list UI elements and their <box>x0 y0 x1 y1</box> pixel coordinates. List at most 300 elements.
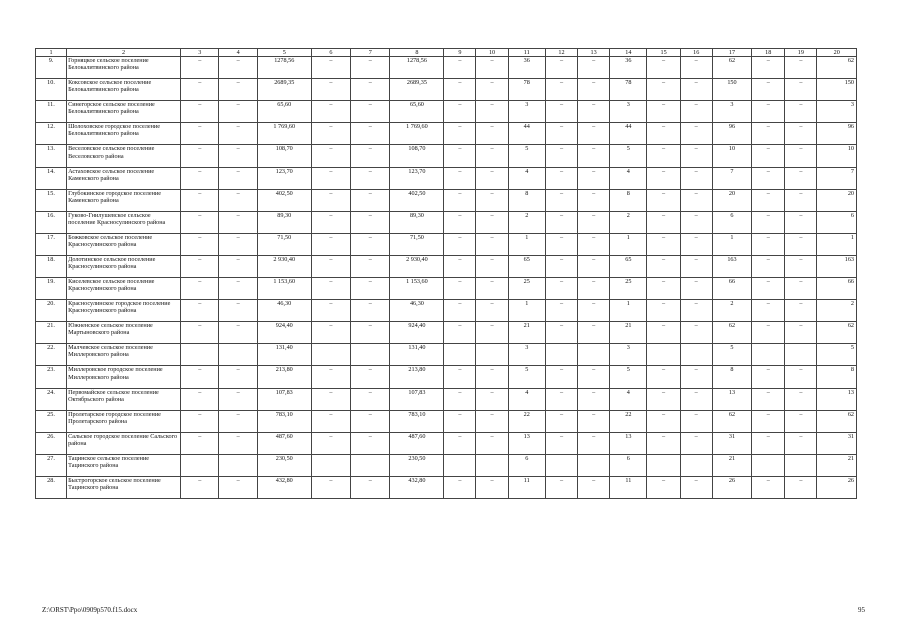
value-cell: – <box>311 145 350 167</box>
value-cell: – <box>545 255 577 277</box>
value-cell: 8 <box>508 189 545 211</box>
value-cell: 2 <box>817 300 857 322</box>
value-cell: – <box>752 388 785 410</box>
value-cell: – <box>680 432 712 454</box>
value-cell: – <box>785 366 817 388</box>
value-cell: – <box>476 366 508 388</box>
value-cell: 3 <box>817 101 857 123</box>
value-cell: 31 <box>817 432 857 454</box>
settlement-name-cell: Южненское сельское поселение Мартыновского района <box>67 322 181 344</box>
value-cell: 924,40 <box>257 322 311 344</box>
value-cell: – <box>647 233 680 255</box>
value-cell: – <box>545 388 577 410</box>
value-cell: – <box>351 300 390 322</box>
value-cell <box>444 344 476 366</box>
value-cell <box>311 344 350 366</box>
value-cell: 66 <box>712 278 751 300</box>
value-cell: 25 <box>610 278 647 300</box>
settlement-name-cell: Глубокинское городское поселение Каменского района <box>67 189 181 211</box>
value-cell: 432,80 <box>390 476 444 498</box>
value-cell: – <box>680 79 712 101</box>
value-cell: – <box>545 410 577 432</box>
value-cell: – <box>578 300 610 322</box>
value-cell: 2 <box>508 211 545 233</box>
value-cell: – <box>219 410 257 432</box>
value-cell: – <box>311 432 350 454</box>
value-cell: 213,80 <box>257 366 311 388</box>
column-number-cell: 5 <box>257 49 311 57</box>
settlement-name-cell: Тацинское сельское поселение Тацинского района <box>67 454 181 476</box>
table-row <box>36 57 857 79</box>
value-cell: – <box>785 145 817 167</box>
value-cell: 3 <box>610 101 647 123</box>
value-cell: – <box>219 233 257 255</box>
value-cell: – <box>680 388 712 410</box>
settlement-name-cell: Красносулинское городское поселение Красносулинского района <box>67 300 181 322</box>
value-cell: – <box>311 410 350 432</box>
value-cell: 4 <box>508 167 545 189</box>
value-cell: – <box>181 366 219 388</box>
value-cell: – <box>476 167 508 189</box>
value-cell: – <box>476 410 508 432</box>
value-cell: – <box>444 145 476 167</box>
column-number-cell: 18 <box>752 49 785 57</box>
row-number-cell: 19. <box>36 278 67 300</box>
value-cell: – <box>444 366 476 388</box>
value-cell: 783,10 <box>257 410 311 432</box>
data-table <box>35 48 857 499</box>
value-cell: 131,40 <box>390 344 444 366</box>
value-cell: – <box>647 366 680 388</box>
value-cell: 62 <box>817 57 857 79</box>
value-cell: 8 <box>610 189 647 211</box>
value-cell: 2689,35 <box>257 79 311 101</box>
value-cell <box>181 454 219 476</box>
value-cell: 62 <box>712 57 751 79</box>
value-cell: 1 <box>508 233 545 255</box>
table-row <box>36 322 857 344</box>
value-cell <box>680 344 712 366</box>
value-cell: – <box>444 101 476 123</box>
value-cell: 487,60 <box>257 432 311 454</box>
value-cell: – <box>351 79 390 101</box>
value-cell: – <box>311 233 350 255</box>
value-cell: 3 <box>712 101 751 123</box>
value-cell: – <box>545 101 577 123</box>
value-cell: 65 <box>610 255 647 277</box>
column-number-cell: 20 <box>817 49 857 57</box>
value-cell: 46,30 <box>390 300 444 322</box>
value-cell: 230,50 <box>257 454 311 476</box>
value-cell: – <box>578 145 610 167</box>
value-cell: 10 <box>817 145 857 167</box>
value-cell: 13 <box>508 432 545 454</box>
value-cell: – <box>476 233 508 255</box>
value-cell: 3 <box>508 101 545 123</box>
column-number-cell: 8 <box>390 49 444 57</box>
value-cell: 6 <box>817 211 857 233</box>
value-cell: – <box>578 57 610 79</box>
settlement-name-cell: Долотинское сельское поселение Красносулинского района <box>67 255 181 277</box>
value-cell: – <box>647 189 680 211</box>
settlement-name-cell: Горняцкое сельское поселение Белокалитвинского района <box>67 57 181 79</box>
row-number-cell: 18. <box>36 255 67 277</box>
value-cell: – <box>752 211 785 233</box>
value-cell: 44 <box>610 123 647 145</box>
value-cell: 11 <box>610 476 647 498</box>
column-number-cell: 3 <box>181 49 219 57</box>
value-cell: – <box>578 189 610 211</box>
value-cell: 1 769,60 <box>390 123 444 145</box>
value-cell: – <box>219 278 257 300</box>
value-cell: 44 <box>508 123 545 145</box>
value-cell: – <box>647 388 680 410</box>
row-number-cell: 15. <box>36 189 67 211</box>
value-cell: – <box>680 189 712 211</box>
value-cell: – <box>181 278 219 300</box>
value-cell: 5 <box>610 366 647 388</box>
value-cell: 6 <box>508 454 545 476</box>
settlement-name-cell: Малчевское сельское поселение Миллеровского района <box>67 344 181 366</box>
value-cell: – <box>752 278 785 300</box>
value-cell: – <box>578 101 610 123</box>
table-header-row <box>36 49 857 57</box>
value-cell: – <box>647 410 680 432</box>
value-cell: – <box>181 233 219 255</box>
value-cell: – <box>647 255 680 277</box>
value-cell: – <box>647 211 680 233</box>
value-cell: – <box>351 211 390 233</box>
value-cell: 13 <box>817 388 857 410</box>
value-cell: – <box>680 233 712 255</box>
value-cell: – <box>351 233 390 255</box>
value-cell: – <box>311 322 350 344</box>
value-cell: – <box>476 101 508 123</box>
value-cell: 36 <box>508 57 545 79</box>
table-row <box>36 432 857 454</box>
value-cell: – <box>311 476 350 498</box>
value-cell: – <box>351 189 390 211</box>
value-cell: – <box>219 476 257 498</box>
value-cell: 22 <box>508 410 545 432</box>
value-cell: 66 <box>817 278 857 300</box>
value-cell: – <box>444 79 476 101</box>
settlement-name-cell: Миллеровское городское поселение Миллеровского района <box>67 366 181 388</box>
value-cell: – <box>219 366 257 388</box>
value-cell: – <box>219 167 257 189</box>
value-cell: 432,80 <box>257 476 311 498</box>
value-cell: – <box>311 211 350 233</box>
value-cell: – <box>680 123 712 145</box>
column-number-cell: 4 <box>219 49 257 57</box>
value-cell: 487,60 <box>390 432 444 454</box>
value-cell: – <box>545 167 577 189</box>
table-row <box>36 123 857 145</box>
value-cell: – <box>578 255 610 277</box>
value-cell: – <box>311 189 350 211</box>
value-cell: – <box>181 388 219 410</box>
value-cell: 1278,56 <box>257 57 311 79</box>
column-number-cell: 14 <box>610 49 647 57</box>
value-cell: – <box>752 366 785 388</box>
value-cell: – <box>578 410 610 432</box>
value-cell: – <box>444 123 476 145</box>
value-cell <box>219 344 257 366</box>
value-cell: – <box>219 101 257 123</box>
value-cell: – <box>181 123 219 145</box>
value-cell: – <box>785 57 817 79</box>
value-cell: 62 <box>817 322 857 344</box>
value-cell: – <box>351 322 390 344</box>
value-cell: 1 <box>817 233 857 255</box>
settlement-name-cell: Астаховское сельское поселение Каменского района <box>67 167 181 189</box>
settlement-name-cell: Сальское городское поселение Сальского района <box>67 432 181 454</box>
value-cell: – <box>219 388 257 410</box>
value-cell: 21 <box>508 322 545 344</box>
value-cell <box>578 344 610 366</box>
value-cell: – <box>545 278 577 300</box>
value-cell: – <box>181 255 219 277</box>
value-cell: – <box>545 300 577 322</box>
value-cell: 21 <box>610 322 647 344</box>
value-cell: – <box>351 101 390 123</box>
value-cell: – <box>181 410 219 432</box>
value-cell: – <box>444 211 476 233</box>
value-cell: 4 <box>508 388 545 410</box>
value-cell: – <box>476 432 508 454</box>
row-number-cell: 21. <box>36 322 67 344</box>
column-number-cell: 17 <box>712 49 751 57</box>
value-cell: 71,50 <box>257 233 311 255</box>
value-cell: – <box>351 123 390 145</box>
value-cell: – <box>785 123 817 145</box>
row-number-cell: 24. <box>36 388 67 410</box>
value-cell: – <box>311 79 350 101</box>
footer-page-number: 95 <box>858 606 865 614</box>
value-cell: – <box>785 432 817 454</box>
value-cell: – <box>444 410 476 432</box>
value-cell: 402,50 <box>257 189 311 211</box>
row-number-cell: 27. <box>36 454 67 476</box>
value-cell <box>181 344 219 366</box>
value-cell: 4 <box>610 167 647 189</box>
value-cell <box>351 454 390 476</box>
value-cell: – <box>351 432 390 454</box>
value-cell: 107,83 <box>390 388 444 410</box>
value-cell: 78 <box>610 79 647 101</box>
value-cell: – <box>311 300 350 322</box>
row-number-cell: 11. <box>36 101 67 123</box>
value-cell: – <box>311 101 350 123</box>
value-cell: – <box>219 211 257 233</box>
value-cell: – <box>647 432 680 454</box>
value-cell: – <box>545 57 577 79</box>
value-cell <box>219 454 257 476</box>
row-number-cell: 28. <box>36 476 67 498</box>
value-cell: 8 <box>817 366 857 388</box>
value-cell: 10 <box>712 145 751 167</box>
row-number-cell: 26. <box>36 432 67 454</box>
value-cell: – <box>219 79 257 101</box>
column-number-cell: 11 <box>508 49 545 57</box>
row-number-cell: 9. <box>36 57 67 79</box>
value-cell: 62 <box>712 410 751 432</box>
row-number-cell: 10. <box>36 79 67 101</box>
value-cell: 1 <box>610 233 647 255</box>
value-cell: – <box>752 300 785 322</box>
value-cell: – <box>311 366 350 388</box>
value-cell: – <box>578 79 610 101</box>
value-cell: – <box>219 300 257 322</box>
settlement-name-cell: Синегорское сельское поселение Белокалитвинского района <box>67 101 181 123</box>
value-cell: – <box>219 123 257 145</box>
value-cell: – <box>647 145 680 167</box>
value-cell: 131,40 <box>257 344 311 366</box>
value-cell: – <box>444 233 476 255</box>
value-cell: – <box>444 255 476 277</box>
value-cell: 22 <box>610 410 647 432</box>
value-cell: 5 <box>508 145 545 167</box>
value-cell: – <box>785 388 817 410</box>
value-cell: 5 <box>508 366 545 388</box>
table-row <box>36 476 857 498</box>
value-cell: – <box>647 57 680 79</box>
value-cell: – <box>181 167 219 189</box>
value-cell: 8 <box>712 366 751 388</box>
value-cell: – <box>647 476 680 498</box>
value-cell: 13 <box>712 388 751 410</box>
value-cell: – <box>578 366 610 388</box>
value-cell: – <box>181 476 219 498</box>
value-cell: – <box>752 432 785 454</box>
value-cell: – <box>476 145 508 167</box>
value-cell: – <box>476 255 508 277</box>
value-cell: – <box>545 476 577 498</box>
value-cell: 62 <box>712 322 751 344</box>
value-cell: – <box>785 167 817 189</box>
value-cell: – <box>647 167 680 189</box>
value-cell: – <box>680 57 712 79</box>
value-cell: – <box>752 57 785 79</box>
value-cell: 89,30 <box>257 211 311 233</box>
value-cell: 123,70 <box>390 167 444 189</box>
value-cell: 25 <box>508 278 545 300</box>
value-cell: 163 <box>712 255 751 277</box>
value-cell: – <box>785 255 817 277</box>
value-cell: – <box>785 211 817 233</box>
value-cell: – <box>680 101 712 123</box>
value-cell: 1 <box>508 300 545 322</box>
value-cell: – <box>476 123 508 145</box>
value-cell: – <box>444 189 476 211</box>
value-cell: 108,70 <box>390 145 444 167</box>
value-cell: – <box>181 189 219 211</box>
value-cell: – <box>785 101 817 123</box>
value-cell <box>752 454 785 476</box>
value-cell: 1 <box>610 300 647 322</box>
value-cell: – <box>752 101 785 123</box>
value-cell: – <box>680 145 712 167</box>
value-cell: 78 <box>508 79 545 101</box>
value-cell: – <box>311 278 350 300</box>
value-cell: – <box>752 410 785 432</box>
settlement-name-cell: Шолоховское городское поселение Белокалитвинского района <box>67 123 181 145</box>
column-number-cell: 12 <box>545 49 577 57</box>
value-cell: – <box>545 211 577 233</box>
value-cell: – <box>476 79 508 101</box>
value-cell <box>351 344 390 366</box>
table-row <box>36 233 857 255</box>
value-cell <box>311 454 350 476</box>
value-cell: – <box>785 322 817 344</box>
value-cell: – <box>785 189 817 211</box>
value-cell: – <box>545 366 577 388</box>
table-row <box>36 189 857 211</box>
row-number-cell: 17. <box>36 233 67 255</box>
value-cell: – <box>578 211 610 233</box>
value-cell: – <box>444 57 476 79</box>
value-cell: – <box>578 322 610 344</box>
value-cell: 89,30 <box>390 211 444 233</box>
value-cell: – <box>578 233 610 255</box>
value-cell: – <box>476 322 508 344</box>
value-cell: – <box>752 79 785 101</box>
settlement-name-cell: Быстрогорское сельское поселение Тацинского района <box>67 476 181 498</box>
value-cell: – <box>647 278 680 300</box>
value-cell: – <box>444 167 476 189</box>
column-number-cell: 15 <box>647 49 680 57</box>
value-cell: – <box>444 322 476 344</box>
value-cell: 213,80 <box>390 366 444 388</box>
value-cell: – <box>680 410 712 432</box>
value-cell: – <box>351 145 390 167</box>
table-row <box>36 278 857 300</box>
value-cell <box>444 454 476 476</box>
value-cell: – <box>680 300 712 322</box>
value-cell: – <box>578 278 610 300</box>
settlement-name-cell: Первомайское сельское поселение Октябрьского района <box>67 388 181 410</box>
value-cell: – <box>181 300 219 322</box>
table-row <box>36 388 857 410</box>
value-cell <box>545 454 577 476</box>
value-cell <box>785 344 817 366</box>
value-cell: – <box>476 388 508 410</box>
value-cell: – <box>181 211 219 233</box>
value-cell: – <box>476 189 508 211</box>
value-cell: 1 <box>712 233 751 255</box>
value-cell: – <box>351 278 390 300</box>
table-row <box>36 211 857 233</box>
value-cell: 2 <box>712 300 751 322</box>
value-cell: – <box>351 410 390 432</box>
value-cell: 6 <box>712 211 751 233</box>
value-cell: – <box>219 145 257 167</box>
value-cell <box>476 344 508 366</box>
column-number-cell: 13 <box>578 49 610 57</box>
value-cell <box>785 454 817 476</box>
value-cell: – <box>785 476 817 498</box>
value-cell: – <box>351 255 390 277</box>
value-cell: – <box>444 278 476 300</box>
value-cell: 6 <box>610 454 647 476</box>
value-cell: – <box>351 366 390 388</box>
value-cell: 150 <box>817 79 857 101</box>
value-cell: – <box>578 167 610 189</box>
value-cell: 150 <box>712 79 751 101</box>
column-number-cell: 10 <box>476 49 508 57</box>
footer-file-path: Z:\ORST\Ppo\0909p570.f15.docx <box>42 606 138 614</box>
value-cell: – <box>476 57 508 79</box>
